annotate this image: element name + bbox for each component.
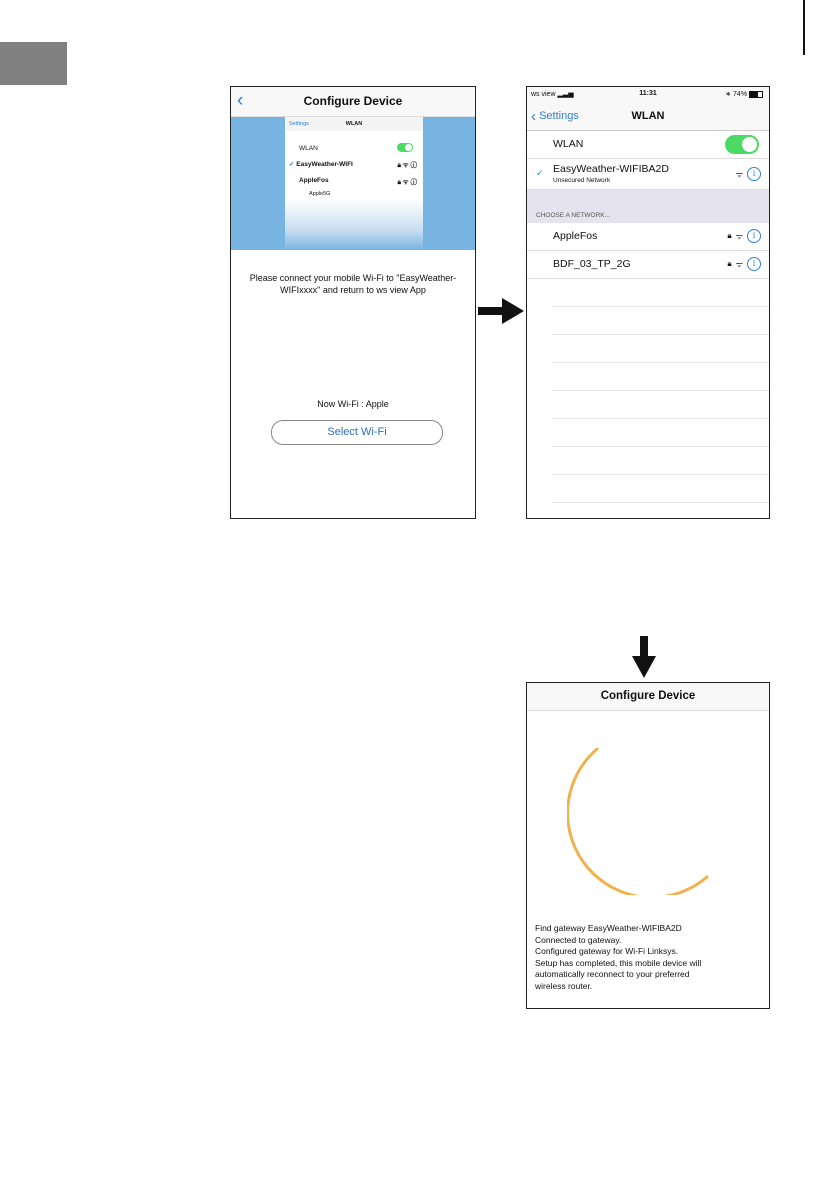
section-tab xyxy=(0,42,67,85)
section-header xyxy=(527,190,769,223)
setup-log xyxy=(535,923,701,992)
list-divider xyxy=(553,447,769,475)
signal-icon: ▂▃▅ xyxy=(557,91,574,98)
check-icon: ✓ xyxy=(289,161,295,168)
lock-wifi-info-icon: 🔒︎ ᯤ ⓘ xyxy=(397,162,417,169)
log-line: Setup has completed, this mobile device will xyxy=(535,957,702,968)
checkmark-icon: ✓ xyxy=(536,168,544,178)
list-divider xyxy=(553,335,769,363)
lock-icon: 🔒︎ xyxy=(727,259,732,268)
info-icon[interactable]: i xyxy=(747,167,761,181)
preview-header xyxy=(285,117,423,131)
preview-toggle xyxy=(397,143,413,152)
list-divider xyxy=(553,391,769,419)
navbar xyxy=(527,102,769,131)
configure-device-screen xyxy=(230,86,476,519)
preview-network-3: Apple5G xyxy=(309,191,331,197)
network-name: AppleFos xyxy=(553,230,598,242)
info-icon[interactable]: i xyxy=(747,257,761,271)
preview-network-2: AppleFos 🔒︎ ᯤ ⓘ xyxy=(299,177,417,186)
network-row[interactable] xyxy=(527,251,769,279)
back-button[interactable]: ‹ Settings xyxy=(531,108,579,125)
wifi-icon: ᯤ xyxy=(735,169,743,179)
clock: 11:31 xyxy=(639,90,657,97)
log-line: Connected to gateway. xyxy=(535,934,622,945)
preview-wlan: WLAN xyxy=(299,145,318,152)
connect-instructions: Please connect your mobile Wi-Fi to "EasyWeather-WIFIxxxx" and return to ws view App xyxy=(249,273,457,295)
wifi-icon: ᯤ xyxy=(735,259,743,269)
page-title: Configure Device xyxy=(527,683,769,711)
carrier-label: ws view ▂▃▅ xyxy=(531,91,574,98)
select-wifi-button[interactable]: Select Wi-Fi xyxy=(271,420,443,445)
list-divider xyxy=(553,419,769,447)
log-line: automatically reconnect to your preferred xyxy=(535,969,690,979)
info-icon[interactable]: i xyxy=(747,229,761,243)
lock-wifi-info-icon: 🔒︎ ᯤ ⓘ xyxy=(397,179,417,186)
wlan-settings-screen xyxy=(526,86,770,519)
page-title: WLAN xyxy=(631,110,665,122)
network-name: EasyWeather-WIFIBA2D xyxy=(553,163,669,175)
section-label: CHOOSE A NETWORK... xyxy=(536,212,611,219)
chevron-left-icon[interactable]: ‹ xyxy=(237,90,244,111)
battery-status: ∗ 74% xyxy=(725,90,763,98)
wlan-label: WLAN xyxy=(553,138,584,150)
list-divider xyxy=(553,307,769,335)
connected-network-row[interactable] xyxy=(527,159,769,190)
network-status: Unsecured Network xyxy=(553,177,611,184)
log-line: Configured gateway for Wi-Fi Linksys. xyxy=(535,946,679,956)
configure-progress-screen xyxy=(526,682,770,1009)
crop-mark xyxy=(803,0,805,55)
navbar xyxy=(231,87,475,117)
battery-icon xyxy=(749,91,763,98)
preview-back: Settings xyxy=(289,121,309,127)
log-line: wireless router. xyxy=(535,980,593,991)
network-name: BDF_03_TP_2G xyxy=(553,258,631,270)
lock-icon: 🔒︎ xyxy=(727,231,732,240)
status-bar xyxy=(527,87,769,102)
list-divider xyxy=(553,279,769,307)
current-wifi-label: Now Wi-Fi : Apple xyxy=(317,399,389,409)
wifi-icon: ᯤ xyxy=(735,231,743,241)
page-title: Configure Device xyxy=(303,94,403,108)
chevron-left-icon: ‹ xyxy=(531,108,536,125)
preview-reflection xyxy=(285,199,423,250)
arrow-right-icon xyxy=(478,298,524,324)
list-divider xyxy=(553,363,769,391)
list-divider xyxy=(553,475,769,503)
loading-spinner-icon xyxy=(567,737,725,895)
preview-network-1: ✓ EasyWeather-WIFI 🔒︎ ᯤ ⓘ xyxy=(289,161,417,169)
bluetooth-icon: ∗ xyxy=(725,91,732,98)
preview-title: WLAN xyxy=(345,121,363,127)
network-row[interactable] xyxy=(527,223,769,251)
instruction-banner xyxy=(231,117,475,250)
wlan-toggle[interactable] xyxy=(725,135,759,154)
wlan-row xyxy=(527,131,769,159)
log-line: Find gateway EasyWeather-WIFIBA2D xyxy=(535,923,682,933)
arrow-down-icon xyxy=(632,636,656,678)
